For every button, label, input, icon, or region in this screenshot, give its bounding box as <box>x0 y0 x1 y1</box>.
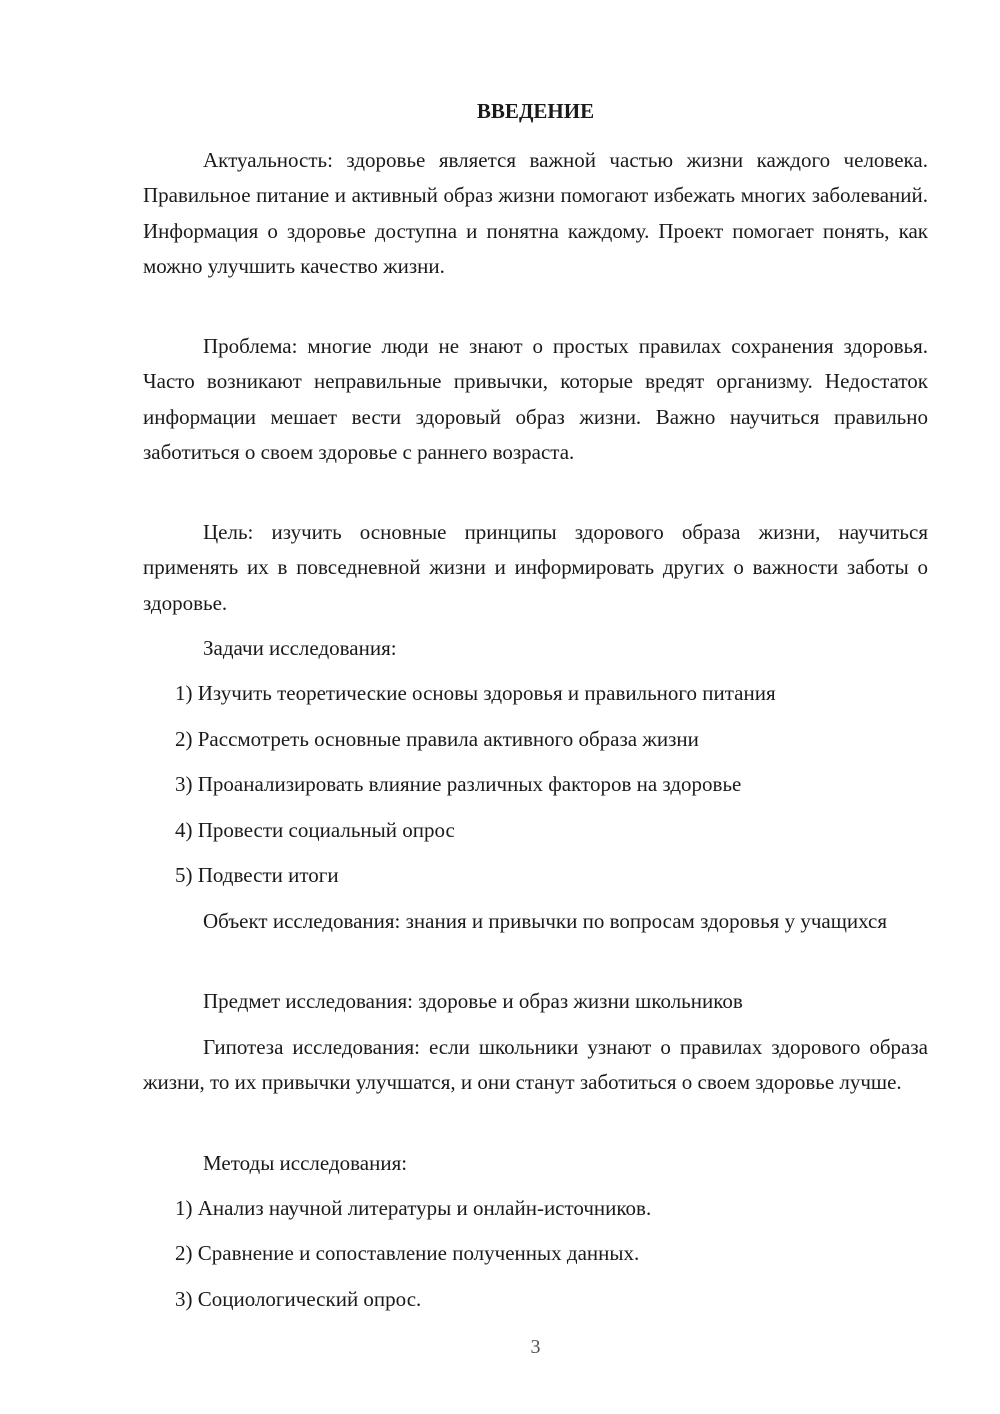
hypothesis-paragraph: Гипотеза исследования: если школьники узнают о правилах здорового образа жизни, то их привычки улучшатся, и они станут заботиться о своем здоровье лучше. <box>143 1035 928 1095</box>
object-paragraph: Объект исследования: знания и привычки по вопросам здоровья у учащихся <box>203 909 887 933</box>
tasks-heading: Задачи исследования: <box>203 636 397 660</box>
problem-paragraph: Проблема: многие люди не знают о простых правилах сохранения здоровья. Часто возникают неправильные привычки, которые вредят организму. Недостаток информации мешает вести здоровый образ жизни. Важно научиться правильно заботиться о своем здоровье с раннего возраста. <box>143 334 928 464</box>
relevance-paragraph: Актуальность: здоровье является важной частью жизни каждого человека. Правильное питание и активный образ жизни помогают избежать многих заболеваний. Информация о здоровье доступна и понятна каждому. Проект помогает понять, как можно улучшить качество жизни. <box>143 148 928 278</box>
task-item-3: 3) Проанализировать влияние различных факторов на здоровье <box>175 772 742 796</box>
page-number: 3 <box>530 1336 541 1358</box>
document-page <box>143 0 928 1414</box>
method-item-2: 2) Сравнение и сопоставление полученных данных. <box>175 1241 640 1265</box>
task-item-5: 5) Подвести итоги <box>175 863 339 887</box>
task-item-1: 1) Изучить теоретические основы здоровья и правильного питания <box>175 681 776 705</box>
subject-paragraph: Предмет исследования: здоровье и образ жизни школьников <box>203 989 743 1013</box>
goal-paragraph: Цель: изучить основные принципы здорового образа жизни, научиться применять их в повседневной жизни и информировать других о важности заботы о здоровье. <box>143 520 928 615</box>
method-item-1: 1) Анализ научной литературы и онлайн-источников. <box>175 1196 652 1220</box>
task-item-2: 2) Рассмотреть основные правила активного образа жизни <box>175 727 699 751</box>
method-item-3: 3) Социологический опрос. <box>175 1287 422 1311</box>
methods-heading: Методы исследования: <box>203 1151 408 1175</box>
task-item-4: 4) Провести социальный опрос <box>175 818 455 842</box>
page-title: ВВЕДЕНИЕ <box>476 99 595 123</box>
